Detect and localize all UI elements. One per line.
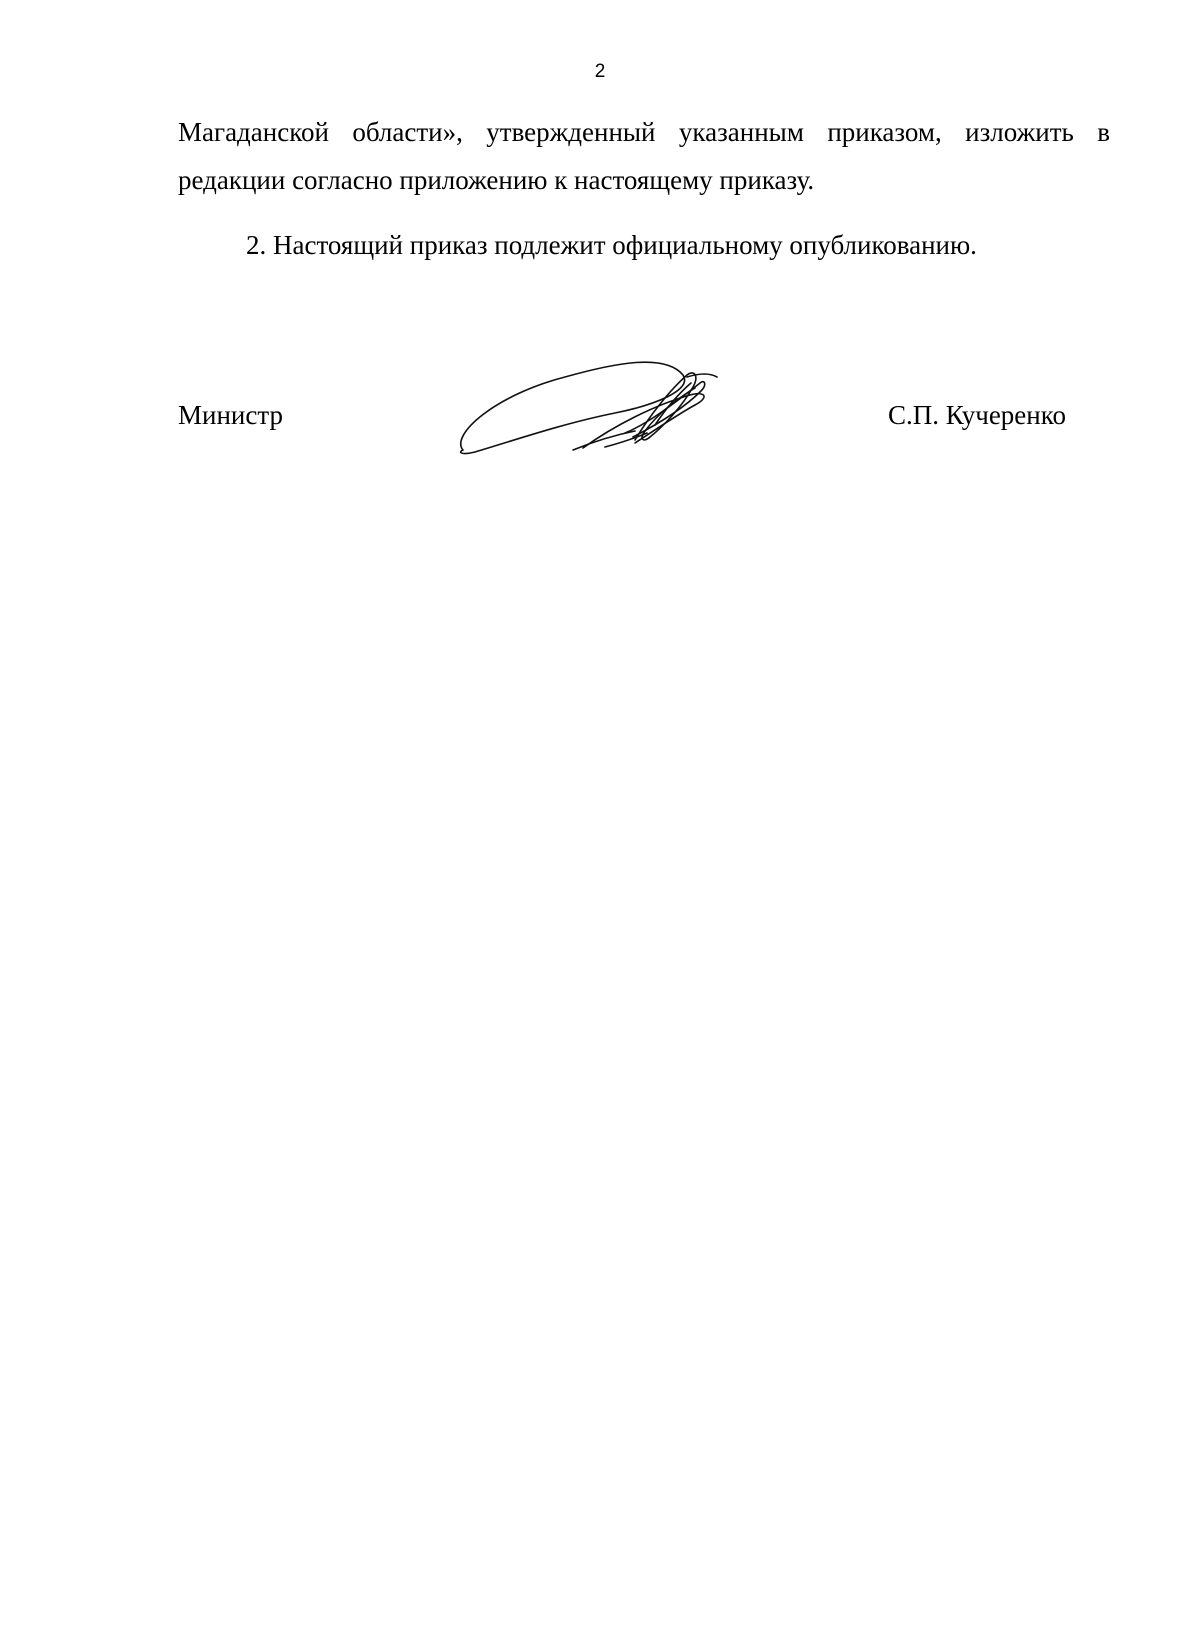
paragraph-1-line-2: редакции согласно приложению к настоящему приказу. [178,165,815,195]
paragraph-1-line-1: Магаданской области», утвержденный указанным приказом, изложить в [178,117,1110,147]
page-number: 2 [594,61,606,82]
signatory-title: Министр [178,400,283,430]
paragraph-2: 2. Настоящий приказ подлежит официальному опубликованию. [246,230,977,260]
handwritten-signature [455,355,745,480]
signatory-name: С.П. Кучеренко [888,400,1066,430]
